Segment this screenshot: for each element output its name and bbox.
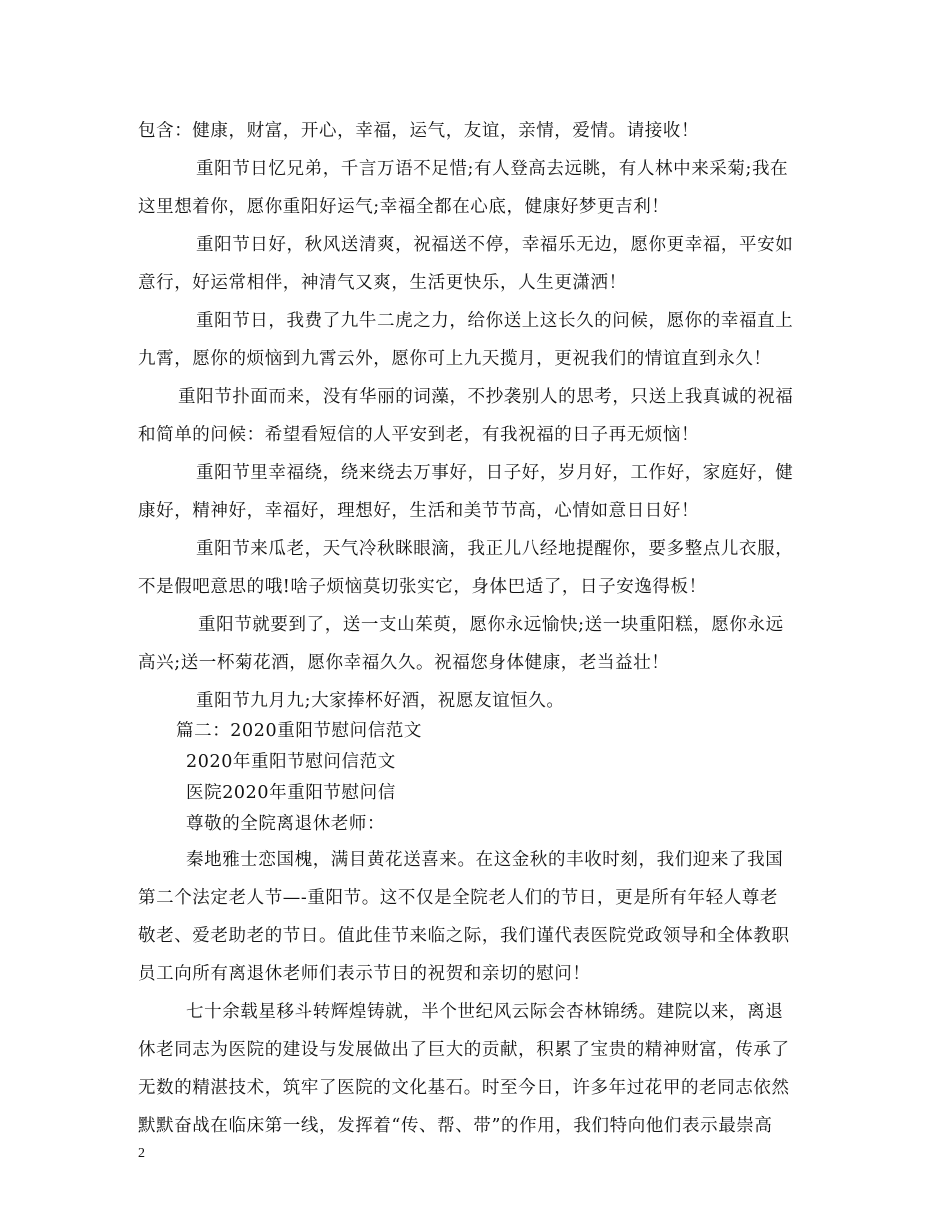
- letter-title: 2020年重阳节慰问信范文: [186, 752, 396, 772]
- text-line: 重阳节就要到了，送一支山茱萸，愿你永远愉快;送一块重阳糕，愿你永远: [198, 615, 784, 635]
- section-heading: 篇二：2020重阳节慰问信范文: [176, 721, 423, 741]
- text-line: 这里想着你，愿你重阳好运气;幸福全都在心底，健康好梦更吉利！: [138, 197, 670, 217]
- text-line: 重阳节扑面而来，没有华丽的词藻，不抄袭别人的思考，只送上我真诚的祝福: [178, 387, 794, 407]
- page-number: 2: [138, 1146, 145, 1161]
- text-line: 默默奋战在临床第一线，发挥着“传、帮、带”的作用，我们特向他们表示最崇高: [138, 1116, 773, 1136]
- text-line: 高兴;送一杯菊花酒，愿你幸福久久。祝福您身体健康，老当益壮！: [138, 653, 670, 673]
- text-line: 重阳节日，我费了九牛二虎之力，给你送上这长久的问候，愿你的幸福直上: [196, 311, 794, 331]
- letter-subtitle: 医院2020年重阳节慰问信: [186, 783, 396, 803]
- text-line: 第二个法定老人节—-重阳节。这不仅是全院老人们的节日，更是所有年轻人尊老: [138, 888, 779, 908]
- text-line: 休老同志为医院的建设与发展做出了巨大的贡献，积累了宝贵的精神财富，传承了: [138, 1040, 790, 1060]
- text-line: 敬老、爱老助老的节日。值此佳节来临之际，我们谨代表医院党政领导和全体教职: [138, 926, 790, 946]
- text-line: 秦地雅士恋国槐，满目黄花送喜来。在这金秋的丰收时刻，我们迎来了我国: [186, 850, 784, 870]
- text-line: 重阳节日好，秋风送清爽，祝福送不停，幸福乐无边，愿你更幸福，平安如: [196, 235, 794, 255]
- text-line: 无数的精湛技术，筑牢了医院的文化基石。时至今日，许多年过花甲的老同志依然: [138, 1078, 790, 1098]
- text-line: 员工向所有离退休老师们表示节日的祝贺和亲切的慰问！: [138, 964, 591, 984]
- letter-salutation: 尊敬的全院离退休老师：: [186, 814, 386, 834]
- text-line: 重阳节里幸福绕，绕来绕去万事好，日子好，岁月好，工作好，家庭好，健: [196, 463, 794, 483]
- text-line: 九霄，愿你的烦恼到九霄云外，愿你可上九天揽月，更祝我们的情谊直到永久！: [138, 349, 772, 369]
- text-line: 和简单的问候：希望看短信的人平安到老，有我祝福的日子再无烦恼！: [138, 425, 700, 445]
- text-line: 重阳节日忆兄弟，千言万语不足惜;有人登高去远眺，有人林中来采菊;我在: [196, 159, 789, 179]
- text-line: 重阳节来瓜老，天气冷秋眯眼滴，我正儿八经地提醒你，要多整点儿衣服，: [196, 539, 794, 559]
- text-line: 七十余载星移斗转辉煌铸就，半个世纪风云际会杏林锦绣。建院以来，离退: [186, 1002, 784, 1022]
- text-line: 重阳节九月九;大家捧杯好酒，祝愿友谊恒久。: [196, 691, 565, 711]
- text-line: 意行，好运常相伴，神清气又爽，生活更快乐，人生更潇洒！: [138, 273, 627, 293]
- text-line: 包含：健康，财富，开心，幸福，运气，友谊，亲情，爱情。请接收！: [138, 121, 700, 141]
- text-line: 康好，精神好，幸福好，理想好，生活和美节节高，心情如意日日好！: [138, 501, 700, 521]
- text-line: 不是假吧意思的哦!啥子烦恼莫切张实它，身体巴适了，日子安逸得板！: [138, 577, 707, 597]
